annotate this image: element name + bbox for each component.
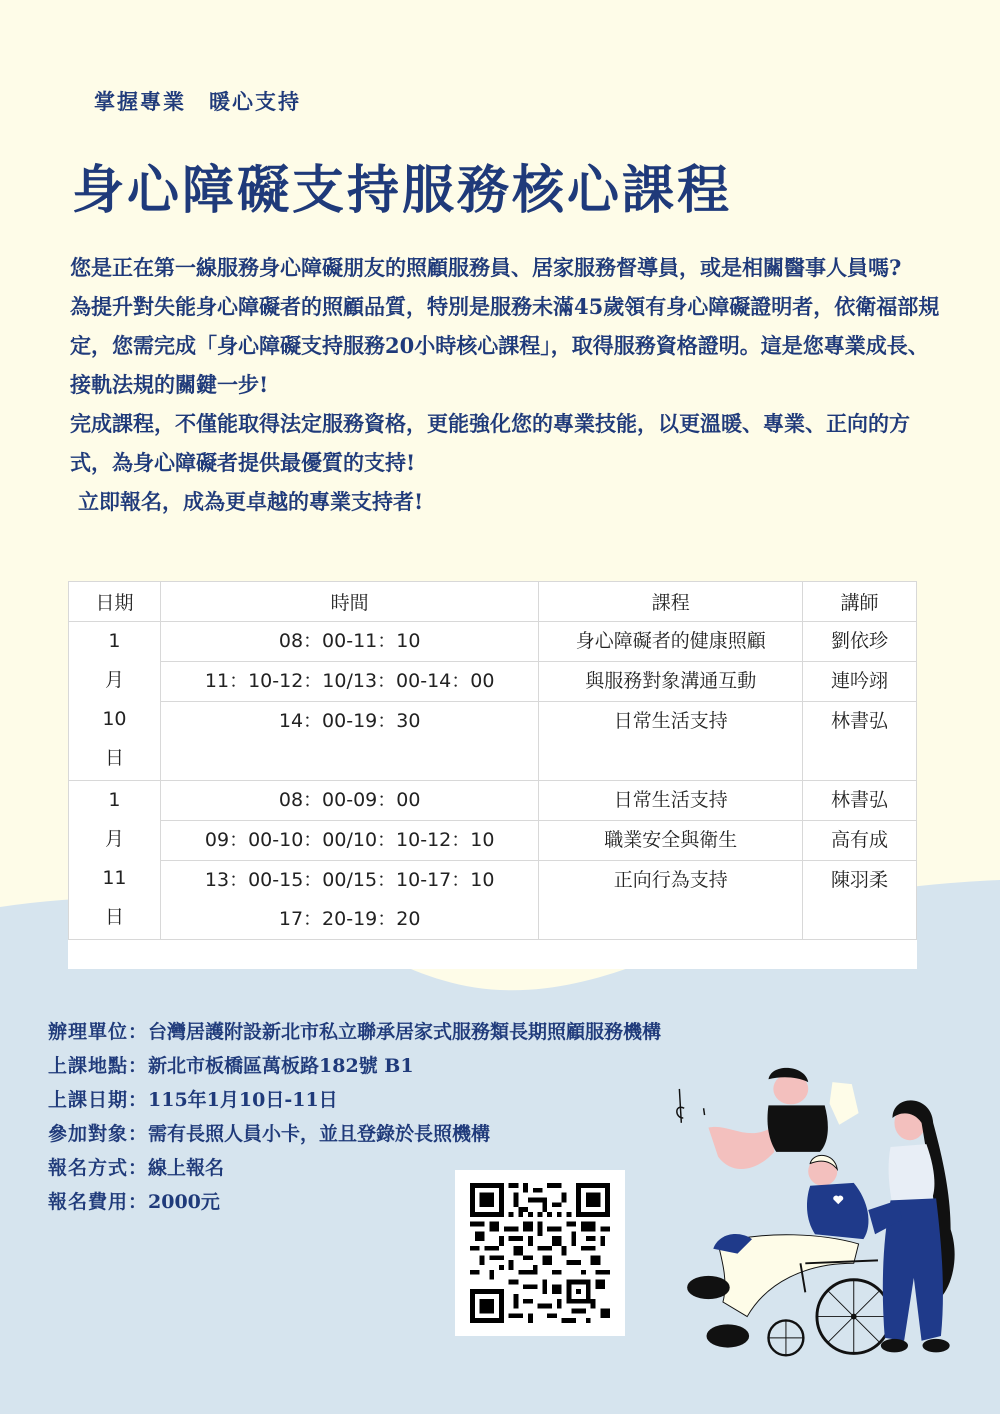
time-cell: 11：10-12：10/13：00-14：00 — [160, 662, 539, 702]
table-row — [69, 781, 917, 821]
qr-code-icon — [470, 1183, 610, 1323]
date-line: 日 — [104, 906, 124, 928]
time-cell: 08：00-11：10 — [160, 622, 539, 662]
date-line: 11 — [102, 867, 127, 889]
header-date: 日期 — [69, 582, 161, 622]
course-cell: 正向行為支持 — [539, 861, 803, 940]
info-label: 上課地點： — [48, 1055, 149, 1077]
header-teacher: 講師 — [803, 582, 917, 622]
date-line: 10 — [102, 708, 127, 730]
time-cell: 14：00-19：30 — [160, 702, 539, 781]
time-line: 17：20-19：20 — [278, 908, 421, 930]
table-row — [69, 622, 917, 662]
date-cell — [69, 622, 161, 781]
time-cell: 09：00-10：00/10：10-12：10 — [160, 821, 539, 861]
date-cell — [69, 781, 161, 940]
intro-paragraph: 您是正在第一線服務身心障礙朋友的照顧服務員、居家服務督導員，或是相關醫事人員嗎? — [70, 255, 902, 280]
teacher-cell: 連吟翊 — [803, 662, 917, 702]
course-cell: 日常生活支持 — [539, 781, 803, 821]
info-label: 報名方式： — [48, 1157, 149, 1179]
course-cell: 職業安全與衛生 — [539, 821, 803, 861]
course-cell: 日常生活支持 — [539, 702, 803, 781]
intro-paragraph: 完成課程，不僅能取得法定服務資格，更能強化您的專業技能，以更溫暖、專業、正向的方式，為身心障礙者提供最優質的支持! — [70, 411, 910, 475]
info-location — [48, 1049, 661, 1083]
table-row — [69, 702, 917, 781]
tagline: 掌握專業 暖心支持 — [94, 89, 301, 114]
date-line: 日 — [104, 747, 124, 769]
course-cell: 身心障礙者的健康照顧 — [539, 622, 803, 662]
info-date — [48, 1083, 661, 1117]
schedule-table — [68, 581, 917, 940]
teacher-cell: 陳羽柔 — [803, 861, 917, 940]
page-title: 身心障礙支持服務核心課程 — [72, 160, 733, 221]
info-value: 2000元 — [148, 1191, 220, 1213]
info-audience — [48, 1117, 661, 1151]
schedule-table-container — [68, 581, 917, 969]
course-cell: 與服務對象溝通互動 — [539, 662, 803, 702]
teacher-cell: 林書弘 — [803, 702, 917, 781]
header-time: 時間 — [160, 582, 539, 622]
info-label: 參加對象： — [48, 1123, 149, 1145]
teacher-cell: 劉依珍 — [803, 622, 917, 662]
info-value: 115年1月10日-11日 — [148, 1089, 338, 1111]
date-line: 月 — [104, 669, 124, 691]
teacher-cell: 林書弘 — [803, 781, 917, 821]
date-line: 1 — [108, 789, 121, 811]
call-to-action: 立即報名，成為更卓越的專業支持者! — [78, 489, 424, 514]
info-label: 報名費用： — [48, 1191, 149, 1213]
info-value: 台灣居護附設新北市私立聯承居家式服務類長期照顧服務機構 — [148, 1021, 662, 1043]
time-line: 13：00-15：00/15：10-17：10 — [204, 869, 495, 891]
caregivers-wheelchair-illustration — [660, 1055, 970, 1365]
teacher-cell: 高有成 — [803, 821, 917, 861]
info-value: 線上報名 — [148, 1157, 225, 1179]
table-row — [69, 662, 917, 702]
date-line: 月 — [104, 828, 124, 850]
info-label: 辦理單位： — [48, 1021, 149, 1043]
info-organizer — [48, 1015, 661, 1049]
header-course: 課程 — [539, 582, 803, 622]
intro-text — [70, 248, 940, 521]
intro-paragraph: 為提升對失能身心障礙者的照顧品質，特別是服務未滿45歲領有身心障礙證明者，依衛福部規定，您需完成「身心障礙支持服務20小時核心課程」，取得服務資格證明。這是您專業成長、接軌法規的關鍵一步! — [70, 294, 940, 397]
table-header-row — [69, 582, 917, 622]
info-value: 需有長照人員小卡，並且登錄於長照機構 — [148, 1123, 491, 1145]
time-cell: 08：00-09：00 — [160, 781, 539, 821]
time-cell — [160, 861, 539, 940]
info-label: 上課日期： — [48, 1089, 149, 1111]
qr-code[interactable] — [455, 1170, 625, 1336]
table-row — [69, 861, 917, 940]
date-line: 1 — [108, 630, 121, 652]
table-row — [69, 821, 917, 861]
info-value: 新北市板橋區萬板路182號 B1 — [148, 1055, 414, 1077]
